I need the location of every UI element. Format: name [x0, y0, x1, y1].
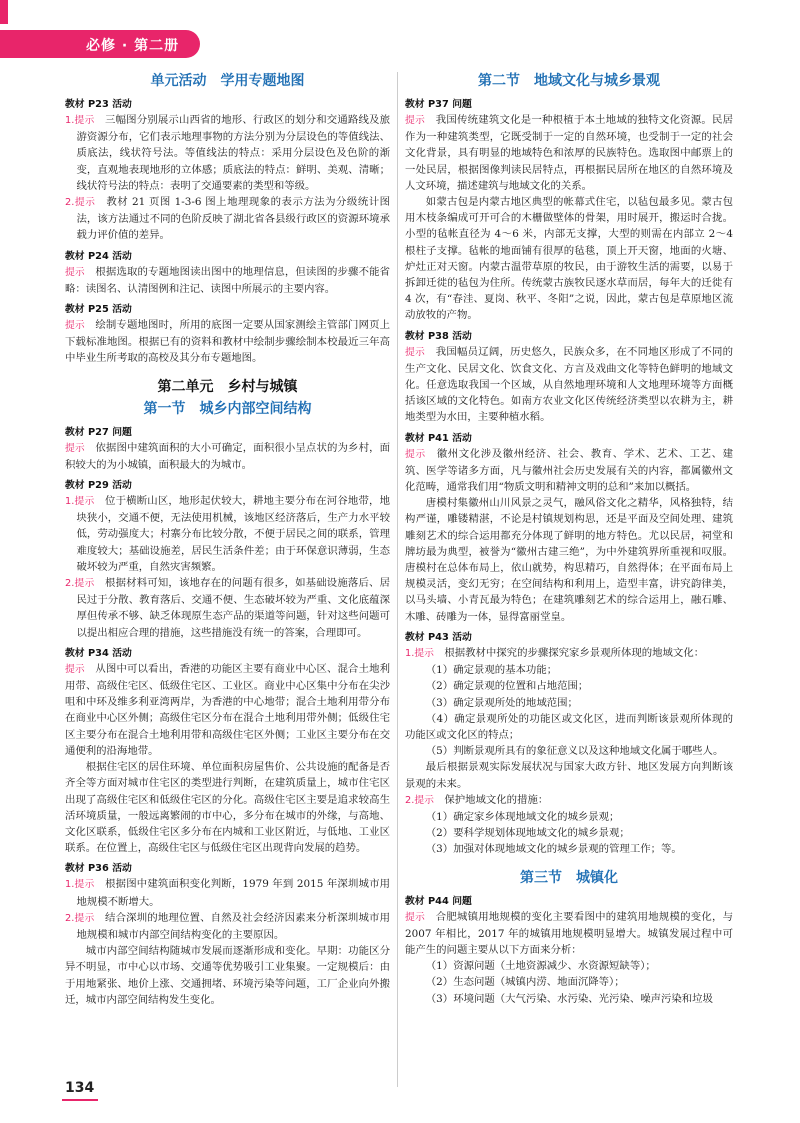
answer-paragraph: 1.提示 根据教材中探究的步骤探究家乡景观所体现的地域文化： [405, 646, 705, 659]
section-title: 第一节 城乡内部空间结构 [143, 400, 312, 417]
list-item: （1）确定家乡体现地域文化的城乡景观； [425, 810, 620, 823]
answer-paragraph: 1.提示 三幅图分别展示山西省的地形、行政区的划分和交通路线及旅游资源分布，它们表示地理事物的方法分别为分层设色的等值线法、质底法，线状符号法。等值线法的特点：采用分层设色及色阶的渐变，直观地表现地形的立体感；质底法的特点：鲜明、美观、清晰；线状符号法的特点：表明了交通要素的类型和等级。 [65, 114, 391, 192]
activity-heading: 教材 P43 活动 [405, 631, 472, 643]
answer-paragraph: 2.提示 教材 21 页图 1-3-6 图上地理现象的表示方法为分级统计图法，该方法通过不同的色阶反映了湖北省各县级行政区的资源环境承载力评价值的差异。 [65, 196, 391, 242]
list-item: （2）要科学规划体现地域文化的城乡景观； [425, 827, 630, 840]
activity-heading: 教材 P36 活动 [65, 863, 132, 875]
activity-heading: 教材 P37 问题 [405, 99, 472, 110]
page-number-underline [62, 1099, 98, 1101]
page-number: 134 [65, 1080, 95, 1096]
list-item: （3）环境问题（大气污染、水污染、光污染、噪声污染和垃圾 [425, 992, 713, 1005]
answer-paragraph: 提示 合肥城镇用地规模的变化主要看图中的建筑用地规模的变化，与 2007 年相比，2017 年的城镇用地规模明显增大。城镇发展过程中可能产生的问题主要从以下方面来分析： [405, 910, 734, 956]
unit-title: 第二单元 乡村与城镇 [157, 378, 298, 395]
answer-paragraph: 2.提示 根据材料可知，该地存在的问题有很多，如基础设施落后、居民过于分散、教育落后、交通不便、生态破坏较为严重、文化底蕴深厚但传承不够、缺乏体现原生态产品的渠道等问题，针对这些问题可以提出相应合理的措施，这些措施没有统一的答案，合理即可。 [65, 577, 391, 639]
answer-paragraph: 提示 绘制专题地图时，所用的底图一定要从国家测绘主管部门网页上下载标准地图。根据已有的资料和教材中绘制步骤绘制本校最近三年高中毕业生所考取的高校及其分布专题地图。 [65, 319, 391, 365]
activity-heading: 教材 P29 活动 [65, 480, 132, 492]
activity-heading: 教材 P24 活动 [65, 250, 132, 262]
activity-heading: 教材 P44 问题 [405, 895, 472, 907]
section-title: 第三节 城镇化 [520, 869, 618, 886]
answer-paragraph: 提示 徽州文化涉及徽州经济、社会、教育、学术、艺术、工艺、建筑、医学等诸多方面，凡与徽州社会历史发展有关的内容，都属徽州文化范畴，通常我们用“物质文明和精神文明的总和”来加以概括。 [405, 447, 734, 494]
list-item: （3）加强对体现地域文化的城乡景观的管理工作；等。 [425, 843, 682, 856]
answer-paragraph: 提示 从图中可以看出，香港的功能区主要有商业中心区、混合土地利用带、高级住宅区、低级住宅区、工业区。商业中心区集中分布在尖沙咀和中环及维多利亚湾两岸，为香港的中心地带；混合土地利用带分布在商业中心区外侧；高级住宅区分布在混合土地利用带外侧；低级住宅区主要分布在混合土地利用带和高级住宅区外侧；工业区主要分布在交通便利的沿海地带。 [65, 662, 391, 757]
column-divider [397, 72, 398, 1087]
activity-heading: 教材 P38 活动 [405, 330, 472, 342]
section-title: 第二节 地域文化与城乡景观 [478, 73, 660, 89]
list-item: （2）确定景观的位置和占地范围； [425, 680, 589, 693]
answer-paragraph: 提示 我国幅员辽阔，历史悠久，民族众多，在不同地区形成了不同的生产文化、民居文化、饮食文化、方言及戏曲文化等特色鲜明的地域文化。任意选取我国一个区域，从自然地理环境和人文地理环境等方面概括该区域的文化特色。如南方农业文化区传统经济类型以农耕为主，耕地类型为水田，主要种植水稻。 [405, 345, 734, 424]
answer-paragraph: 提示 依据图中建筑面积的大小可确定，面积很小呈点状的为乡村，面积较大的为小城镇，面积最大的为城市。 [65, 441, 391, 471]
answer-paragraph: 1.提示 根据图中建筑面积变化判断，1979 年到 2015 年深圳城市用地规模不断增大。 [65, 878, 391, 908]
list-item: （1）资源问题（土地资源减少、水资源短缺等）； [425, 960, 656, 973]
answer-paragraph: 提示 我国传统建筑文化是一种根植于本土地域的独特文化资源。民居作为一种建筑类型，它既受制于一定的自然环境，也受制于一定的社会文化背景，具有明显的地域特色和浓厚的民族特色。选取图中邮票上的一处民居，根据图像判读民居特点，再根据民居所在地区的自然环境及人文环境，描述建筑与地域文化的关系。 [405, 114, 734, 192]
activity-heading: 教材 P23 活动 [65, 99, 132, 110]
answer-paragraph: 2.提示 结合深圳的地理位置、自然及社会经济因素来分析深圳城市用地规模和城市内部空间结构变化的主要原因。 [65, 911, 391, 941]
answer-paragraph: 根据住宅区的居住环境、单位面积房屋售价、公共设施的配备是否齐全等方面对城市住宅区的类型进行判断，在建筑质量上，城市住宅区出现了高级住宅区和低级住宅区的分化。高级住宅区主要是追求较高生活环境质量，一般远离繁闹的市中心，多分布在城市的外缘，与高地、文化区联系，低级住宅区多分布在内城和工业区附近，与低地、工业区联系。在位置上，高级住宅区与低级住宅区出现背向发展的趋势。 [65, 761, 390, 855]
activity-heading: 教材 P27 问题 [65, 426, 132, 438]
activity-heading: 教材 P41 活动 [405, 432, 472, 444]
list-item: （3）确定景观所处的地域范围； [425, 696, 578, 709]
right-column [405, 70, 733, 1007]
answer-paragraph: 城市内部空间结构随城市发展而逐渐形成和变化。早期：功能区分异不明显，市中心以市场、交通等优势吸引工业集聚。一定规模后：由于用地紧张、地价上涨、交通拥堵、环境污染等问题，工厂企业向外搬迁，城市内部空间结构发生变化。 [65, 945, 390, 1006]
answer-paragraph: 唐模村集徽州山川风景之灵气，融风俗文化之精华，风格独特，结构严谨，雕镂精湛，不论是村镇规划构思，还是平面及空间处理、建筑雕刻艺术的综合运用都充分体现了鲜明的地方特色。尤以民居，祠堂和牌坊最为典型，被誉为“徽州古建三绝”，为中外建筑界所重视和叹服。唐模村在总体布局上，依山就势，构思精巧，自然得体；在平面布局上规模灵活，变幻无穷；在空间结构和利用上，造型丰富，讲究韵律美，以马头墙、小青瓦最为特色；在建筑雕刻艺术的综合运用上，融石雕、木雕、砖雕为一体，显得富丽堂皇。 [405, 497, 733, 623]
answer-paragraph: 提示 根据选取的专题地图读出图中的地理信息，但读图的步骤不能省略：读图名、认清图例和注记、读图中所展示的主要内容。 [65, 265, 391, 295]
book-title: 必修 · 第二册 [86, 38, 180, 54]
corner-mark [0, 0, 8, 24]
answer-paragraph: 2.提示 保护地域文化的措施： [405, 793, 549, 806]
list-item: （5）判断景观所具有的象征意义以及这种地域文化属于哪些人。 [425, 745, 724, 758]
answer-paragraph: 最后根据景观实际发展状况与国家大政方针、地区发展方向判断该景观的未来。 [405, 761, 733, 790]
left-column [65, 70, 390, 1008]
activity-heading: 教材 P34 活动 [65, 647, 132, 659]
list-item: （1）确定景观的基本功能； [425, 664, 558, 677]
unit-activity-title: 单元活动 学用专题地图 [150, 73, 305, 89]
activity-heading: 教材 P25 活动 [65, 304, 132, 316]
list-item: （2）生态问题（城镇内涝、地面沉降等）； [425, 976, 625, 989]
list-item: （4）确定景观所处的功能区或文化区，进而判断该景观所体现的功能区或文化区的特点； [405, 712, 733, 741]
answer-paragraph: 1.提示 位于横断山区，地形起伏较大，耕地主要分布在河谷地带，地块狭小，交通不便，无法使用机械，该地区经济落后，生产力水平较低，劳动强度大；村寨分布比较分散，不便于居民之间的联系，管理难度较大；基础设施差，居民生活条件差；由于环保意识薄弱，生态破坏较为严重，自然灾害频繁。 [65, 495, 391, 573]
answer-paragraph: 如蒙古包是内蒙古地区典型的帐幕式住宅，以毡包最多见。蒙古包用木枝条编成可开可合的木栅做壁体的骨架，用时展开，搬运时合拢。小型的毡帐直径为 4～6 米，内部无支撑，大型的则需在内部立 2～4 根柱子支撑。毡帐的地面铺有很厚的毡毯，顶上开天窗，地面的火塘、炉灶正对天窗。内蒙古温带草原的牧民，由于游牧生活的需要，以易于拆卸迁徙的毡包为住所。传统蒙古族牧民逐水草而居，每年大的迁徙有 4 次，有“春洼、夏岗、秋平、冬阳”之说，因此，蒙古包是草原地区流动放牧的产物。 [405, 196, 733, 322]
